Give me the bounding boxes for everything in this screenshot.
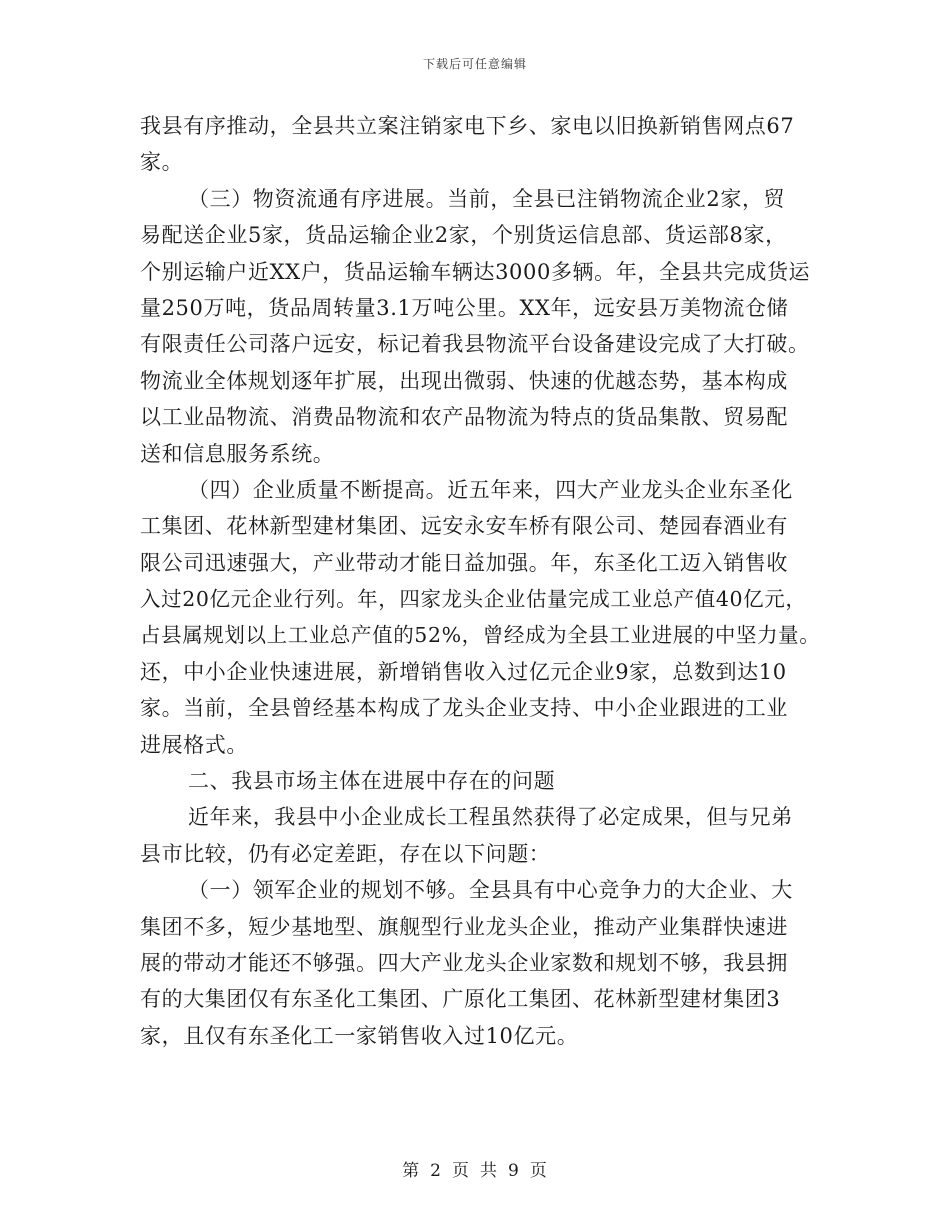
text-line: 有限责任公司落户远安，标记着我县物流平台设备建设完成了大打破。	[140, 332, 810, 357]
footer-total-word: 共	[480, 1161, 498, 1181]
text-line: 限公司迅速强大，产业带动才能日益加强。年，东圣化工迈入销售收	[140, 550, 788, 575]
text-line: 我县有序推动，全县共立案注销家电下乡、家电以旧换新销售网点67	[140, 114, 795, 138]
text-line: 家。当前，全县曾经基本构成了龙头企业支持、中小企业跟进的工业	[140, 696, 788, 721]
text-line: 集团不多，短少基地型、旗舰型行业龙头企业，推动产业集群快速进	[140, 914, 788, 939]
page-header: 下载后可任意编辑	[422, 57, 527, 71]
text-line: （四）企业质量不断提高。近五年来，四大产业龙头企业东圣化	[188, 477, 793, 502]
footer-current-page: 2	[430, 1161, 442, 1181]
text-line: （一）领军企业的规划不够。全县具有中心竞争力的大企业、大	[188, 878, 793, 903]
text-line: 近年来，我县中小企业成长工程虽然获得了必定成果，但与兄弟	[188, 805, 793, 830]
text-line: 二、我县市场主体在进展中存在的问题	[188, 769, 556, 794]
document-body	[140, 108, 820, 1054]
text-line: 占县属规划以上工业总产值的52%，曾经成为全县工业进展的中坚力量。	[140, 623, 821, 648]
text-line: 进展格式。	[140, 732, 248, 757]
text-line: 以工业品物流、消费品物流和农产品物流为特点的货品集散、贸易配	[140, 405, 788, 430]
text-line: 个别运输户近XX户，货品运输车辆达3000多辆。年，全县共完成货运	[140, 259, 811, 284]
text-line: （三）物资流通有序进展。当前，全县已注销物流企业2家，贸	[188, 186, 786, 211]
footer-suffix: 页	[529, 1161, 548, 1181]
text-line: 量250万吨，货品周转量3.1万吨公里。XX年，远安县万美物流仓储	[140, 295, 789, 320]
text-line: 物流业全体规划逐年扩展，出现出微弱、快速的优越态势，基本构成	[140, 368, 788, 393]
text-line: 工集团、花林新型建材集团、远安永安车桥有限公司、楚园春酒业有	[140, 514, 788, 539]
text-line: 送和信息服务系统。	[140, 441, 335, 466]
footer-page-word: 页	[452, 1161, 470, 1181]
text-line: 有的大集团仅有东圣化工集团、广原化工集团、花林新型建材集团3	[140, 987, 781, 1012]
text-line: 还，中小企业快速进展，新增销售收入过亿元企业9家，总数到达10	[140, 659, 787, 684]
text-line: 展的带动才能还不够强。四大产业龙头企业家数和规划不够，我县拥	[140, 950, 788, 975]
text-line: 易配送企业5家，货品运输企业2家，个别货运信息部、货运部8家，	[140, 223, 787, 248]
footer-total-pages: 9	[508, 1161, 520, 1181]
text-line: 入过20亿元企业行列。年，四家龙头企业估量完成工业总产值40亿元，	[140, 587, 807, 612]
text-line: 家，且仅有东圣化工一家销售收入过10亿元。	[140, 1023, 579, 1048]
page-footer	[0, 1156, 950, 1181]
footer-prefix: 第	[402, 1161, 421, 1181]
text-line: 家。	[140, 150, 184, 175]
text-line: 县市比较，仍有必定差距，存在以下问题：	[140, 841, 551, 866]
